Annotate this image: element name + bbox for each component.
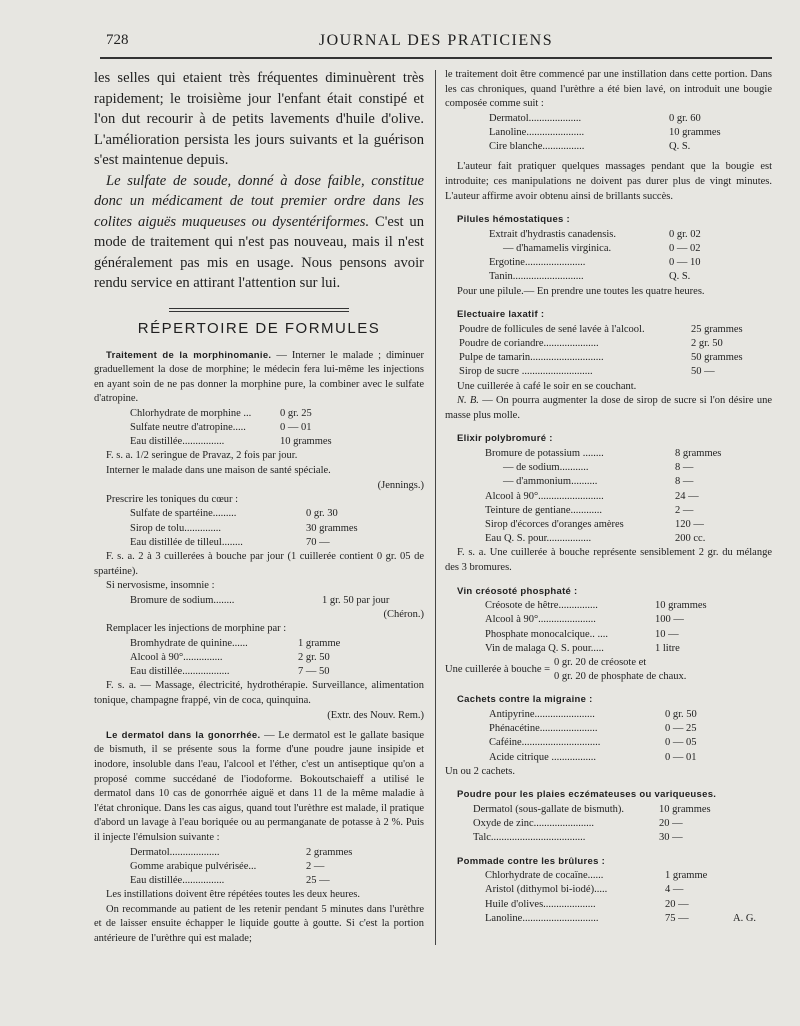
prescription bbox=[94, 637, 424, 680]
spacer bbox=[445, 423, 772, 432]
column-divider bbox=[435, 70, 436, 945]
prescription-line: Dermatol (sous-gallate de bismuth). 10 grammes bbox=[473, 803, 711, 815]
prescription-line: Gomme arabique pulvérisée... 2 — bbox=[130, 860, 325, 872]
prescription-line: Alcool à 90°...................... 100 — bbox=[485, 614, 684, 626]
formula-heading: Poudre pour les plaies eczémateuses ou variqueuses. bbox=[457, 789, 717, 801]
prescription bbox=[445, 228, 772, 285]
prescription-line: Phosphate monocalcique.. .... 10 — bbox=[485, 628, 679, 640]
formula-intro bbox=[445, 788, 772, 803]
paragraph: On recommande au patient de les retenir pendant 5 minutes dans l'urèthre et de laisser ensuite échapper le liquide goutte à goutte. Si c'est la portion antérieure de l'urèthre qui est malade; bbox=[94, 903, 424, 944]
prescription-line: Extrait d'hydrastis canadensis. 0 gr. 02 bbox=[489, 228, 701, 240]
dosage-values: 0 gr. 20 de créosote et 0 gr. 20 de phosphate de chaux. bbox=[554, 656, 687, 683]
instruction: F. s. a. 2 à 3 cuillerées à bouche par jour (1 cuillerée contient 0 gr. 05 de spartéine). bbox=[94, 551, 424, 577]
prescription-line: Pulpe de tamarin............................ 50 grammes bbox=[459, 352, 743, 364]
instruction: F. s. a. Une cuillerée à bouche représente sensiblement 2 gr. du mélange des 3 bromures. bbox=[445, 547, 772, 573]
spacer bbox=[445, 299, 772, 308]
prescription-line: Acide citrique ................. 0 — 01 bbox=[489, 751, 697, 763]
prescription bbox=[445, 599, 772, 656]
prescription-line: Huile d'olives.................... 20 — bbox=[485, 898, 689, 910]
formula-intro bbox=[94, 349, 424, 407]
prescription-line: Lanoline...................... 10 grammes bbox=[489, 126, 721, 138]
formula-intro bbox=[445, 585, 772, 600]
instruction: Un ou 2 cachets. bbox=[445, 765, 515, 777]
instruction: F. s. a. — Massage, électricité, hydrothérapie. Surveillance, alimentation tonique, champagne frappé, vin de coca, quinquina. bbox=[94, 680, 424, 707]
paragraph: le traitement doit être commencé par une instillation dans cette portion. Dans les cas chroniques, quand l'urèthre a été bien lavé, on introduit une bougie composée comme suit : bbox=[445, 69, 772, 110]
prescription bbox=[94, 507, 424, 550]
prescription bbox=[94, 846, 424, 889]
instruction: F. s. a. 1/2 seringue de Pravaz, 2 fois par jour. bbox=[106, 450, 298, 462]
prescription bbox=[445, 869, 772, 926]
spacer bbox=[445, 779, 772, 788]
prescription-line: Tanin........................... Q. S. bbox=[489, 271, 691, 283]
prescription-line: Teinture de gentiane............ 2 — bbox=[485, 504, 694, 516]
paragraph: Les instillations doivent être répétées toutes les deux heures. bbox=[106, 889, 360, 901]
paragraph: les selles qui etaient très fréquentes diminuèrent très rapidement; le troisième jour l'enfant était constipé et l'on dut recourir à de petits lavements d'huile d'olive. L'amélioration persista les jours suivants et la guérison s'est maintenue depuis. bbox=[94, 70, 424, 168]
formula-intro bbox=[445, 432, 772, 447]
note: N. B. — On pourra augmenter la dose de sirop de sucre si l'on désire une masse plus molle. bbox=[445, 395, 772, 421]
prescription-line: Caféine.............................. 0 — 05 bbox=[489, 737, 697, 749]
formula-intro bbox=[445, 855, 772, 870]
spacer bbox=[445, 204, 772, 213]
attribution: (Extr. des Nouv. Rem.) bbox=[327, 709, 424, 721]
prescription-line: Alcool à 90°............... 2 gr. 50 bbox=[130, 652, 330, 664]
prescription-line: Antipyrine....................... 0 gr. 50 bbox=[489, 708, 697, 720]
prescription bbox=[94, 594, 424, 608]
formula-heading: Le dermatol dans la gonorrhée. bbox=[106, 729, 261, 741]
spacer bbox=[445, 576, 772, 585]
author-signature: A. G. bbox=[733, 912, 757, 924]
prescription bbox=[94, 407, 424, 450]
paragraph-continuation: C'est un mode de traitement qui n'est pas nouveau, mais il n'est généralement pas mis en usage. Nous pensons avoir rendu service en attirant l'attention sur lui. bbox=[94, 213, 425, 291]
prescription bbox=[445, 447, 772, 546]
page-number: 728 bbox=[106, 32, 129, 48]
spacer bbox=[445, 846, 772, 855]
dosage-label: Une cuillerée à bouche = bbox=[445, 664, 551, 676]
left-column bbox=[94, 68, 424, 947]
formula-intro bbox=[94, 729, 424, 846]
prescription-line: Poudre de coriandre..................... 2 gr. 50 bbox=[459, 337, 723, 349]
dosage-equation bbox=[445, 656, 772, 684]
prescription bbox=[445, 708, 772, 765]
prescription bbox=[445, 803, 772, 846]
prescription-line: Eau distillée................ 25 — bbox=[130, 875, 330, 887]
prescription-line: Vin de malaga Q. S. pour..... 1 litre bbox=[485, 642, 680, 654]
prescription-line: Talc.................................... 30 — bbox=[473, 832, 683, 844]
prescription-line: — de sodium........... 8 — bbox=[503, 462, 694, 474]
spacer bbox=[445, 684, 772, 693]
right-column bbox=[445, 68, 772, 926]
paragraph bbox=[94, 171, 424, 294]
instruction: Si nervosisme, insomnie : bbox=[106, 580, 215, 592]
formula-heading: Pommade contre les brûlures : bbox=[457, 855, 606, 867]
prescription-line: Eau distillée................ 10 grammes bbox=[130, 436, 332, 448]
instruction: Interner le malade dans une maison de santé spéciale. bbox=[106, 465, 331, 477]
prescription-line: Sulfate neutre d'atropine..... 0 — 01 bbox=[130, 422, 312, 434]
prescription-line: Dermatol.................... 0 gr. 60 bbox=[489, 112, 701, 124]
formula-heading: Pilules hémostatiques : bbox=[457, 214, 571, 226]
formula-heading: Electuaire laxatif : bbox=[457, 309, 545, 321]
prescription-line: Eau distillée.................. 7 — 50 bbox=[130, 666, 330, 678]
prescription-line: Chlorhydrate de cocaïne...... 1 gramme bbox=[485, 870, 708, 882]
prescription-line: Ergotine....................... 0 — 10 bbox=[489, 257, 701, 269]
prescription-line: Eau Q. S. pour................. 200 cc. bbox=[485, 533, 706, 545]
attribution: (Jennings.) bbox=[377, 479, 424, 491]
formula-text: — Le dermatol est le gallate basique de bismuth, il se présente sous la forme d'une poudre jaune insipide et inodore, insoluble dans l'eau, l'alcool et l'éther, c'est un antiseptique qu'on a proposé comme succédané de l'iodoforme. Bokoutschaieff a utilisé le dermatol dans 10 cas de gonorrhée aiguë et dans 11 de la même maladie à l'état chronique. Dans les cas aigus, quand tout l'urèthre est malade, il pratique d'abord un lavage à l'eau boriquée ou au permanganate de potasse à 2 %. Puis il injecte l'émulsion suivante : bbox=[94, 729, 424, 844]
formula-heading: Vin créosoté phosphaté : bbox=[457, 585, 578, 597]
prescription-line: — d'ammonium.......... 8 — bbox=[503, 476, 694, 488]
prescription-line: Bromhydrate de quinine...... 1 gramme bbox=[130, 637, 341, 649]
italic-conclusion: Le sulfate de soude, donné à dose faible, constitue donc un médicament de tout premier ordre dans les colites aiguës muqueuses ou dysentériformes. bbox=[94, 172, 424, 230]
prescription-line: Sirop d'écorces d'oranges amères 120 — bbox=[485, 518, 704, 530]
formula-heading: Cachets contre la migraine : bbox=[457, 694, 593, 706]
prescription-line: Bromure de potassium ........ 8 grammes bbox=[485, 447, 722, 459]
formula-heading: Elixir polybromuré : bbox=[457, 433, 553, 445]
prescription-line: Dermatol................... 2 grammes bbox=[130, 846, 353, 858]
section-title: RÉPERTOIRE DE FORMULES bbox=[137, 319, 381, 337]
page-header bbox=[100, 32, 772, 52]
prescription-line: Alcool à 90°......................... 24 — bbox=[485, 490, 699, 502]
paragraph: L'auteur fait pratiquer quelques massages pendant que la bougie est introduite; ces manipulations ne doivent pas durer plus de vingt minutes. L'auteur affirme avoir obtenu ainsi de brillants succès. bbox=[445, 161, 772, 202]
prescription-line: Phénacétine...................... 0 — 25 bbox=[489, 723, 697, 735]
prescription-line: Cire blanche................ Q. S. bbox=[489, 141, 691, 153]
prescription bbox=[445, 323, 772, 380]
formula-text: — Interner le malade ; diminuer graduellement la dose de morphine; le médecin fera lui-même les injections en ayant soin de ne pas donner la morphine pure, la combiner avec le sulfate d'atropine. bbox=[94, 349, 424, 405]
formula-intro bbox=[445, 693, 772, 708]
instruction: Prescrire les toniques du cœur : bbox=[106, 493, 239, 505]
prescription-line: Chlorhydrate de morphine ... 0 gr. 25 bbox=[130, 407, 312, 419]
formula-intro bbox=[445, 308, 772, 323]
instruction: Remplacer les injections de morphine par : bbox=[106, 623, 287, 635]
journal-title: JOURNAL DES PRATICIENS bbox=[318, 32, 554, 49]
prescription bbox=[445, 112, 772, 155]
section-divider bbox=[169, 308, 349, 312]
instruction: Pour une pilule.— En prendre une toutes les quatre heures. bbox=[457, 285, 705, 297]
prescription-line: Sirop de sucre ........................... 50 — bbox=[459, 366, 715, 378]
prescription-line: Eau distillée de tilleul........ 70 — bbox=[130, 536, 330, 548]
prescription-line: Oxyde de zinc....................... 20 — bbox=[473, 818, 683, 830]
prescription-line: Sirop de tolu.............. 30 grammes bbox=[130, 522, 358, 534]
prescription-line: — d'hamamelis virginica. 0 — 02 bbox=[503, 242, 701, 254]
prescription-line: Créosote de hêtre............... 10 grammes bbox=[485, 600, 707, 612]
instruction: Une cuillerée à café le soir en se couchant. bbox=[457, 380, 637, 392]
prescription-line: Poudre de follicules de sené lavée à l'alcool. 25 grammes bbox=[459, 323, 743, 335]
formula-intro bbox=[445, 213, 772, 228]
header-rule bbox=[100, 57, 772, 59]
prescription-line: Aristol (dithymol bi-iodé)..... 4 — bbox=[485, 884, 684, 896]
formula-heading: Traitement de la morphinomanie. bbox=[106, 349, 272, 361]
prescription-line: Lanoline............................. 75 — A. G. bbox=[485, 912, 772, 926]
attribution: (Chéron.) bbox=[383, 609, 424, 621]
prescription-line: Sulfate de spartéine......... 0 gr. 30 bbox=[130, 508, 338, 520]
nb-label: N. B. bbox=[457, 395, 479, 407]
prescription-line: Bromure de sodium........ 1 gr. 50 par jour bbox=[130, 594, 390, 606]
